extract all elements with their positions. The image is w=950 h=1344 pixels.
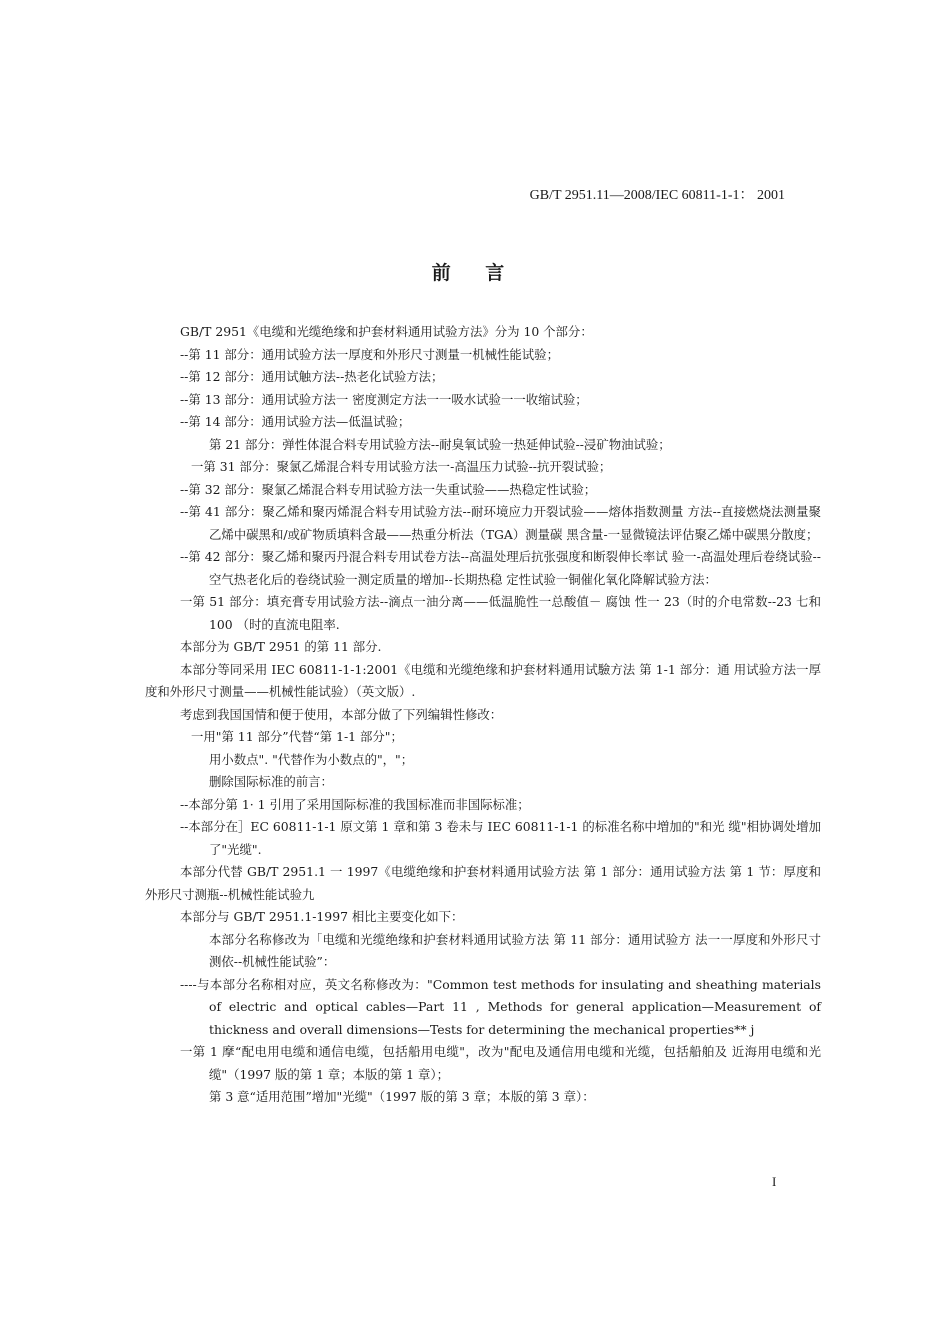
paragraph: 用小数点". "代替作为小数点的"，"； [209,751,414,767]
page-title: 前 言 [431,262,519,284]
paragraph: --第 32 部分：聚氯乙烯混合料专用试验方法一失重试验——热稳定性试验； [180,481,597,497]
paragraph: 本部分名称修改为「电缆和光缆绝缘和护套材料通用试验方法 第 11 部分：通用试验方 法一一厚度和外形尺寸测依--机械性能试验”： [209,931,821,969]
paragraph: --本部分在］EC 60811-1-1 原文第 1 章和第 3 卷未与 IEC 60811-1-1 的标准名称中増加的"和光 缆"相协调处增加了"光缆". [180,819,821,857]
paragraph: 本部分为 GB/T 2951 的第 11 部分. [180,639,382,654]
paragraph: 一第 51 部分：填充膏专用试验方法--滴点一油分离——低温脆性一总酸值－ 腐蚀 性一 23（时的介电常数--23 七和 100 （时的直流电阻率. [180,594,821,632]
paragraph: 第 3 意“适用范围”增加"光缆"（1997 版的第 3 章；本版的第 3 章）： [209,1089,595,1104]
paragraph: --第 13 部分：通用试验方法一 密度测定方法一一吸水试验一一收缩试验； [180,391,588,407]
paragraph: --第 42 部分：聚乙烯和聚丙丹混合料专用试卷方法--高温处理后抗张强度和断裂伸长率试 验一-高温处理后卷绕试验--空气热老化后的卷绕试验一测定质量的增加--长期热稳 定性试验一铜催化氧化降解试验方法： [180,549,821,587]
standard-header: GB/T 2951.11—2008/IEC 60811-1-1： 2001 [529,188,785,203]
paragraph: 本部分代替 GB/T 2951.1 一 1997《电缆绝缘和护套材料通用试验方法 第 1 部分：通用试验方法 第 1 节：厚度和外形尺寸测瓶--机械性能试验九 [145,864,821,902]
paragraph: 一第 31 部分：聚氯乙烯混合料专用试验方法一-高温压力试验--抗开裂试验； [191,459,612,474]
paragraph: 第 21 部分：弹性体混合料专用试验方法--耐臭氧试验一热延伸试验--浸矿物油试验； [209,436,671,452]
paragraph: ----与本部分名称相对应，英文名称修改为："Common test methods for insulating and sheathing materials of electric and optical cables—Part 11 , Methods for general application—Measurement of thickness and overall dimensions—Tests for determining the mechanical properties** j [180,976,821,1037]
paragraph: --第 14 部分：通用试验方法—低温试验； [180,414,411,429]
paragraph: --第 41 部分：聚乙烯和聚丙烯混合料专用试验方法--耐环境应力开裂试验——熔体指数测量 方法--直接燃烧法测量聚乙烯中碳黑和/或矿物质填料含最——热重分析法（TGA）测量碳 黑含量-一显微镜法评估聚乙烯中碳黑分散度； [180,504,821,542]
paragraph: --第 11 部分：通用试验方法一厚度和外形尺寸测量一机械性能试验； [180,346,559,362]
paragraph: 一第 1 摩“配电用电缆和通信电缆，包括船用电缆"，改为"配电及通信用电缆和光缆，包括船舶及 近海用电缆和光缆"（1997 版的第 1 章；本版的第 1 章）； [180,1044,821,1082]
paragraph: 删除国际标准的前言： [209,774,333,789]
paragraph: 本部分等同采用 IEC 60811-1-1:2001《电缆和光缆绝缘和护套材料通用试驗方法 第 1-1 部分：通 用试验方法一厚度和外形尺寸测量——机械性能试验）（英文版）. [145,661,821,699]
paragraph: 一用"第 11 部分”代替“第 1-1 部分"； [191,729,403,744]
paragraph: GB/T 2951《电缆和光缆绝缘和护套材料通用试验方法》分为 10 个部分： [180,324,593,339]
paragraph: --本部分第 1· 1 引用了采用国际标准的我国标准而非国际标准； [180,796,530,812]
paragraph: 考虑到我国国情和便于使用，本部分做了下列编辑性修改： [180,706,503,722]
paragraph: --第 12 部分：通用试触方法--热老化试验方法； [180,369,444,384]
paragraph: 本部分与 GB/T 2951.1-1997 相比主要变化如下： [180,909,464,924]
page-number: I [772,1174,777,1189]
document-body [145,321,821,1109]
